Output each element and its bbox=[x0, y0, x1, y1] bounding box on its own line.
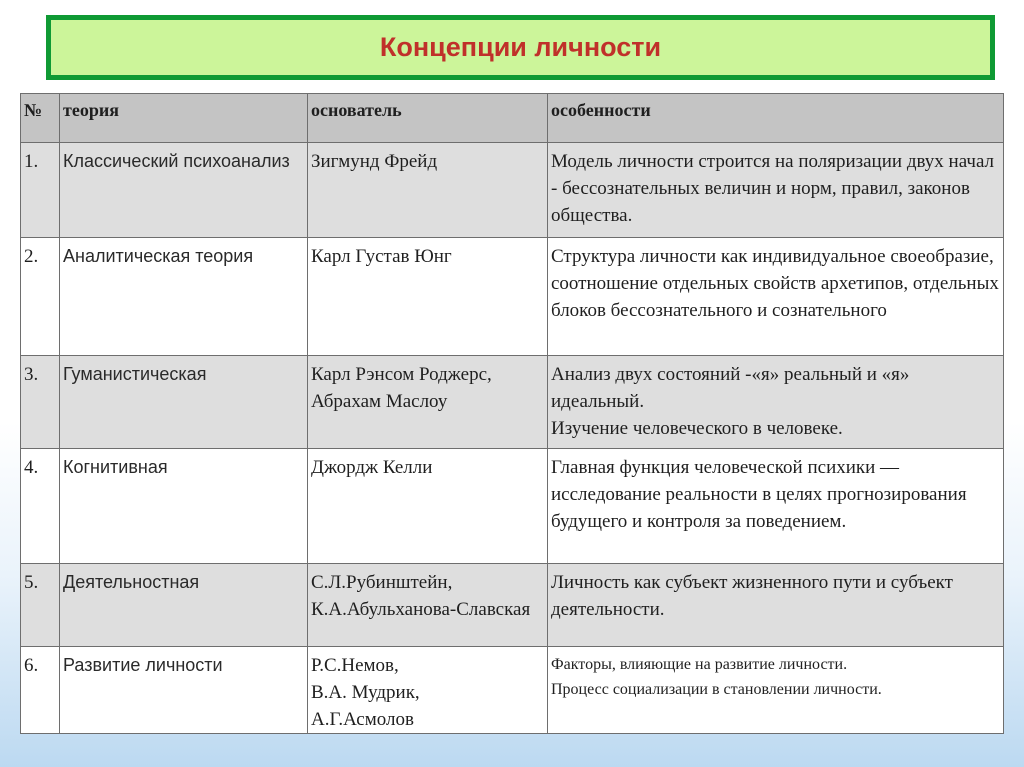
header-number: № bbox=[21, 94, 60, 143]
table-row bbox=[21, 647, 1004, 734]
concepts-table bbox=[20, 93, 1004, 734]
founder-line: Р.С.Немов, bbox=[311, 655, 399, 676]
row-theory: Когнитивная bbox=[60, 449, 308, 564]
row-features bbox=[548, 356, 1004, 449]
row-founder: Зигмунд Фрейд bbox=[308, 143, 548, 238]
header-theory: теория bbox=[60, 94, 308, 143]
row-number: 2. bbox=[21, 238, 60, 356]
row-founder: С.Л.Рубинштейн, К.А.Абульханова-Славская bbox=[308, 564, 548, 647]
founder-line: В.А. Мудрик, bbox=[311, 682, 420, 703]
row-number: 5. bbox=[21, 564, 60, 647]
title-banner bbox=[46, 15, 995, 80]
row-theory: Аналитическая теория bbox=[60, 238, 308, 356]
row-founder: Карл Густав Юнг bbox=[308, 238, 548, 356]
features-line: Процесс социализации в становлении личности. bbox=[551, 681, 882, 698]
table-row bbox=[21, 238, 1004, 356]
row-founder bbox=[308, 647, 548, 734]
founder-line: А.Г.Асмолов bbox=[311, 709, 414, 730]
row-features: Модель личности строится на поляризации двух начал - бессознательных величин и норм, правил, законов общества. bbox=[548, 143, 1004, 238]
row-theory: Классический психоанализ bbox=[60, 143, 308, 238]
row-features: Главная функция человеческой психики — исследование реальности в целях прогнозирования будущего и контроля за поведением. bbox=[548, 449, 1004, 564]
row-features: Структура личности как индивидуальное своеобразие, соотношение отдельных свойств архетипов, отдельных блоков бессознательного и сознательного bbox=[548, 238, 1004, 356]
row-theory: Развитие личности bbox=[60, 647, 308, 734]
table-row bbox=[21, 143, 1004, 238]
row-number: 3. bbox=[21, 356, 60, 449]
table-row bbox=[21, 356, 1004, 449]
row-features bbox=[548, 647, 1004, 734]
header-features: особенности bbox=[548, 94, 1004, 143]
page-title: Концепции личности bbox=[379, 32, 662, 62]
table-row bbox=[21, 564, 1004, 647]
row-theory: Гуманистическая bbox=[60, 356, 308, 449]
row-founder: Джордж Келли bbox=[308, 449, 548, 564]
row-theory: Деятельностная bbox=[60, 564, 308, 647]
row-features: Личность как субъект жизненного пути и субъект деятельности. bbox=[548, 564, 1004, 647]
features-line: Изучение человеческого в человеке. bbox=[551, 418, 843, 439]
features-line: Анализ двух состояний -«я» реальный и «я» идеальный. bbox=[551, 364, 915, 412]
table-row bbox=[21, 449, 1004, 564]
row-founder: Карл Рэнсом Роджерс, Абрахам Маслоу bbox=[308, 356, 548, 449]
row-number: 1. bbox=[21, 143, 60, 238]
row-number: 4. bbox=[21, 449, 60, 564]
row-number: 6. bbox=[21, 647, 60, 734]
features-line: Факторы, влияющие на развитие личности. bbox=[551, 656, 848, 673]
table-header-row bbox=[21, 94, 1004, 143]
header-founder: основатель bbox=[308, 94, 548, 143]
